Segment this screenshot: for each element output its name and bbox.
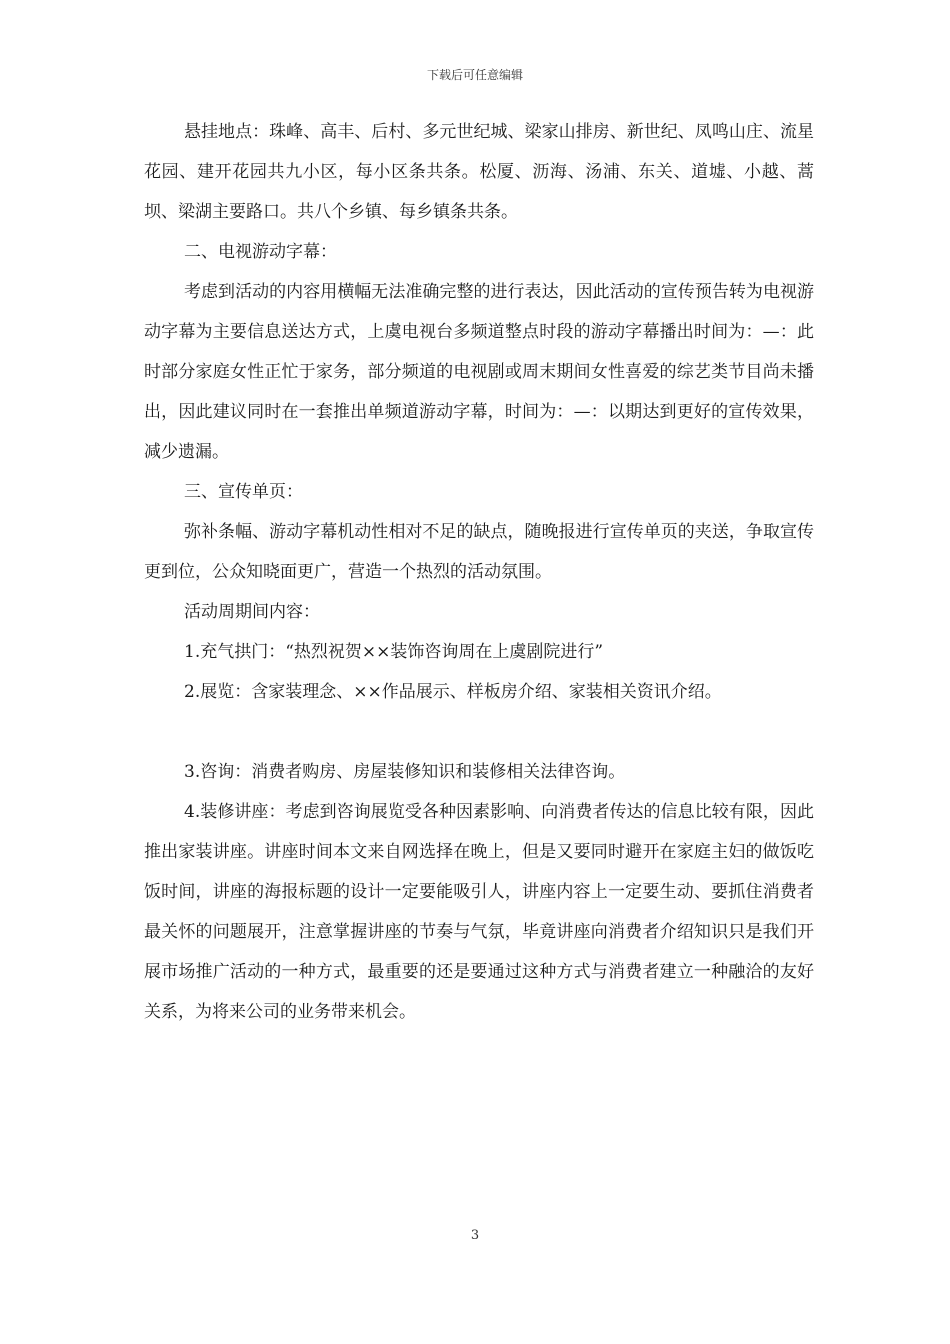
list-item-lecture: 4.装修讲座：考虑到咨询展览受各种因素影响、向消费者传达的信息比较有限，因此推出家装讲座。讲座时间本文来自网选择在晚上，但是又要同时避开在家庭主妇的做饭吃饭时间，讲座的海报标题的设计一定要能吸引人，讲座内容上一定要生动、要抓住消费者最关怀的问题展开，注意掌握讲座的节奏与气氛，毕竟讲座向消费者介绍知识只是我们开展市场推广活动的一种方式，最重要的还是要通过这种方式与消费者建立一种融洽的友好关系，为将来公司的业务带来机会。 (144, 802, 814, 1022)
section-heading-tv-subtitles: 二、电视游动字幕： (184, 242, 337, 262)
paragraph-flyers: 弥补条幅、游动字幕机动性相对不足的缺点，随晚报进行宣传单页的夹送，争取宣传更到位，公众知晓面更广，营造一个热烈的活动氛围。 (144, 522, 814, 582)
spacer (144, 712, 814, 752)
paragraph-tv-subtitles: 考虑到活动的内容用横幅无法准确完整的进行表达，因此活动的宣传预告转为电视游动字幕为主要信息送达方式，上虞电视台多频道整点时段的游动字幕播出时间为：—：此时部分家庭女性正忙于家务，部分频道的电视剧或周末期间女性喜爱的综艺类节目尚未播出，因此建议同时在一套推出单频道游动字幕，时间为：—：以期达到更好的宣传效果，减少遗漏。 (144, 282, 814, 462)
page-header: 下载后可任意编辑 (426, 68, 523, 82)
paragraph-locations: 悬挂地点：珠峰、高丰、后村、多元世纪城、梁家山排房、新世纪、凤鸣山庄、流星花园、建开花园共九小区，每小区条共条。松厦、沥海、汤浦、东关、道墟、小越、蒿坝、梁湖主要路口。共八个乡镇、每乡镇条共条。 (144, 122, 814, 222)
list-item-inflatable-arch: 1.充气拱门：“热烈祝贺××装饰咨询周在上虞剧院进行” (184, 642, 604, 662)
list-item-exhibition: 2.展览：含家装理念、××作品展示、样板房介绍、家装相关资讯介绍。 (184, 682, 722, 702)
section-heading-flyers: 三、宣传单页： (184, 482, 303, 502)
page-number: 3 (470, 1228, 480, 1243)
section-heading-activity-week: 活动周期间内容： (184, 602, 320, 622)
list-item-consultation: 3.咨询：消费者购房、房屋装修知识和装修相关法律咨询。 (184, 762, 626, 782)
document-body (144, 112, 814, 1032)
